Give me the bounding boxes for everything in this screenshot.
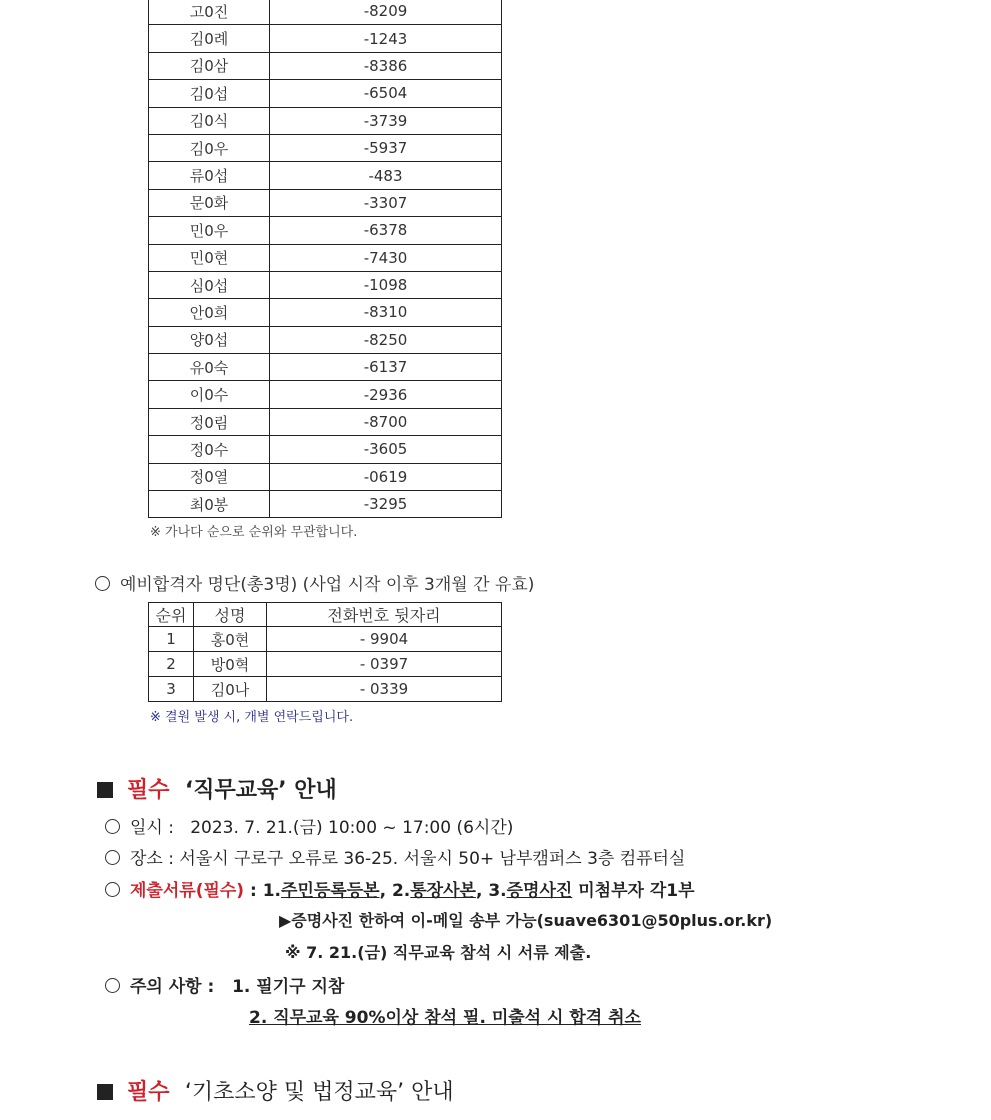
table-row bbox=[149, 134, 502, 161]
datetime-line bbox=[105, 813, 513, 838]
name-cell: 민0우 bbox=[149, 217, 270, 244]
table-row bbox=[149, 217, 502, 244]
phone-cell: -3605 bbox=[270, 436, 502, 463]
alternates-title-line bbox=[95, 570, 534, 595]
caution-line bbox=[105, 972, 344, 997]
phone-cell: - 9904 bbox=[267, 627, 502, 652]
documents-rest: 미첨부자 각1부 bbox=[572, 881, 695, 901]
phone-cell: -483 bbox=[270, 162, 502, 189]
phone-cell: -1098 bbox=[270, 271, 502, 298]
table-row bbox=[149, 627, 502, 652]
separator: : bbox=[244, 881, 263, 901]
header-phone: 전화번호 뒷자리 bbox=[267, 603, 502, 627]
documents-submit-note: ※ 7. 21.(금) 직무교육 참석 시 서류 제출. bbox=[285, 943, 592, 962]
circle-bullet-icon bbox=[105, 850, 120, 865]
phone-cell: -6137 bbox=[270, 354, 502, 381]
phone-cell: -7430 bbox=[270, 244, 502, 271]
job-training-title: ‘직무교육’ 안내 bbox=[184, 778, 337, 803]
job-training-heading bbox=[97, 773, 337, 804]
name-cell: 안0희 bbox=[149, 299, 270, 326]
table-row bbox=[149, 652, 502, 677]
phone-cell: -3739 bbox=[270, 107, 502, 134]
documents-line bbox=[105, 876, 695, 901]
name-cell: 정0열 bbox=[149, 463, 270, 490]
rank-cell: 2 bbox=[149, 652, 194, 677]
table-row bbox=[149, 354, 502, 381]
name-cell: 이0수 bbox=[149, 381, 270, 408]
name-cell: 류0섭 bbox=[149, 162, 270, 189]
datetime-value: 2023. 7. 21.(금) 10:00 ~ 17:00 (6시간) bbox=[190, 818, 514, 838]
accepted-list-table bbox=[148, 0, 502, 518]
table-row bbox=[149, 80, 502, 107]
documents-email-note: ▶증명사진 한하여 이-메일 송부 가능(suave6301@50plus.or.kr) bbox=[279, 911, 773, 930]
name-cell: 심0섭 bbox=[149, 271, 270, 298]
table-row bbox=[149, 25, 502, 52]
table-row bbox=[149, 52, 502, 79]
required-label: 필수 bbox=[127, 1080, 170, 1105]
phone-cell: -6378 bbox=[270, 217, 502, 244]
phone-cell: -8386 bbox=[270, 52, 502, 79]
header-name: 성명 bbox=[194, 603, 267, 627]
doc-bankbook-copy: 통장사본 bbox=[410, 881, 476, 901]
doc-number: 1. bbox=[262, 881, 282, 901]
doc-resident-registration: 주민등록등본 bbox=[281, 881, 380, 901]
table-row bbox=[149, 381, 502, 408]
table-row bbox=[149, 408, 502, 435]
doc-id-photo: 증명사진 bbox=[506, 881, 573, 901]
table-row bbox=[149, 244, 502, 271]
name-cell: 김0례 bbox=[149, 25, 270, 52]
name-cell: 김0삼 bbox=[149, 52, 270, 79]
name-cell: 민0현 bbox=[149, 244, 270, 271]
table-row bbox=[149, 463, 502, 490]
table-row bbox=[149, 436, 502, 463]
alternates-note: ※ 결원 발생 시, 개별 연락드립니다. bbox=[150, 710, 354, 725]
alternates-title: 예비합격자 명단(총3명) (사업 시작 이후 3개월 간 유효) bbox=[120, 575, 535, 595]
rank-cell: 1 bbox=[149, 627, 194, 652]
table-row bbox=[149, 326, 502, 353]
table-row bbox=[149, 271, 502, 298]
phone-cell: - 0339 bbox=[267, 677, 502, 702]
caution-item-1: 1. 필기구 지참 bbox=[232, 977, 345, 997]
phone-cell: -8310 bbox=[270, 299, 502, 326]
basic-training-title: ‘기초소양 및 법정교육’ 안내 bbox=[184, 1080, 454, 1105]
phone-cell: -8700 bbox=[270, 408, 502, 435]
phone-cell: -3295 bbox=[270, 491, 502, 518]
basic-training-heading bbox=[97, 1075, 454, 1106]
accepted-list-body bbox=[149, 0, 502, 518]
caution-label: 주의 사항 : bbox=[130, 977, 215, 997]
rank-cell: 3 bbox=[149, 677, 194, 702]
table-row bbox=[149, 162, 502, 189]
name-cell: 김0우 bbox=[149, 134, 270, 161]
name-cell: 고0진 bbox=[149, 0, 270, 25]
name-cell: 방0혁 bbox=[194, 652, 267, 677]
phone-cell: -8209 bbox=[270, 0, 502, 25]
table-row bbox=[149, 299, 502, 326]
header-rank: 순위 bbox=[149, 603, 194, 627]
name-cell: 정0림 bbox=[149, 408, 270, 435]
table-header-row bbox=[149, 603, 502, 627]
circle-bullet-icon bbox=[105, 819, 120, 834]
place-label: 장소 : bbox=[130, 849, 174, 869]
phone-cell: -0619 bbox=[270, 463, 502, 490]
table-row bbox=[149, 107, 502, 134]
accepted-list-note: ※ 가나다 순으로 순위와 무관합니다. bbox=[150, 525, 358, 540]
phone-cell: -6504 bbox=[270, 80, 502, 107]
caution-item-2: 2. 직무교육 90%이상 참석 필. 미출석 시 합격 취소 bbox=[249, 1008, 641, 1028]
circle-bullet-icon bbox=[95, 576, 110, 591]
phone-cell: -3307 bbox=[270, 189, 502, 216]
phone-cell: -1243 bbox=[270, 25, 502, 52]
table-row bbox=[149, 677, 502, 702]
name-cell: 정0수 bbox=[149, 436, 270, 463]
documents-label: 제출서류(필수) bbox=[130, 881, 245, 901]
phone-cell: -8250 bbox=[270, 326, 502, 353]
required-label: 필수 bbox=[127, 778, 170, 803]
alternates-table bbox=[148, 602, 502, 702]
square-bullet-icon bbox=[97, 1084, 113, 1100]
circle-bullet-icon bbox=[105, 978, 120, 993]
circle-bullet-icon bbox=[105, 882, 120, 897]
name-cell: 문0화 bbox=[149, 189, 270, 216]
square-bullet-icon bbox=[97, 782, 113, 798]
doc-number: , 3. bbox=[475, 881, 507, 901]
name-cell: 최0봉 bbox=[149, 491, 270, 518]
table-row bbox=[149, 189, 502, 216]
name-cell: 양0섭 bbox=[149, 326, 270, 353]
name-cell: 김0식 bbox=[149, 107, 270, 134]
name-cell: 김0나 bbox=[194, 677, 267, 702]
doc-number: , 2. bbox=[379, 881, 411, 901]
name-cell: 홍0현 bbox=[194, 627, 267, 652]
table-row bbox=[149, 0, 502, 25]
table-row bbox=[149, 491, 502, 518]
name-cell: 유0숙 bbox=[149, 354, 270, 381]
phone-cell: -2936 bbox=[270, 381, 502, 408]
datetime-label: 일시 : bbox=[130, 818, 174, 838]
place-value: 서울시 구로구 오류로 36-25. 서울시 50+ 남부캠퍼스 3층 컴퓨터실 bbox=[179, 849, 686, 869]
name-cell: 김0섭 bbox=[149, 80, 270, 107]
phone-cell: -5937 bbox=[270, 134, 502, 161]
phone-cell: - 0397 bbox=[267, 652, 502, 677]
place-line bbox=[105, 844, 685, 869]
